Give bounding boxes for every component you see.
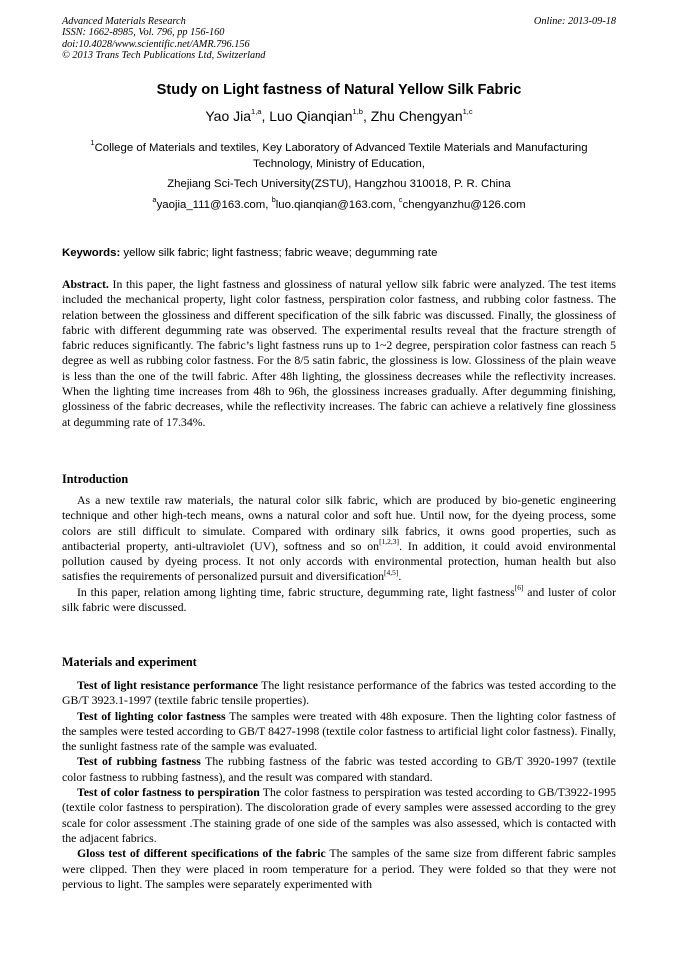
copyright-line: © 2013 Trans Tech Publications Ltd, Switzerland xyxy=(62,49,266,61)
affiliation-text: College of Materials and textiles, Key Laboratory of Advanced Textile Materials and Manufacturing Technology, Ministry of Education, xyxy=(94,142,588,170)
materials-heading: Materials and experiment xyxy=(62,655,197,669)
affiliation-line-2: Zhejiang Sci-Tech University(ZSTU), Hangzhou 310018, P. R. China xyxy=(167,178,511,190)
paragraph-lead: Gloss test of different specifications of the fabric xyxy=(77,846,326,861)
email-link[interactable]: yaojia_111@163.com xyxy=(156,199,266,211)
paragraph-lead: Test of rubbing fastness xyxy=(77,754,201,769)
citation-ref: [4,5] xyxy=(384,567,399,577)
intro-text: As a new textile raw materials, the natural color silk fabric, which are produced by bio-genetic engineering technique and other high-tech means, owns a natural color and soft hue. Until now, for the dyeing process, some colors are still difficult to simulate. Compared with ordinary silk fabrics, it owns good properties, such as antibacterial property, anti-ultraviolet (UV), softness and so on xyxy=(62,493,616,553)
author-separator: , xyxy=(261,108,270,124)
intro-text: . xyxy=(398,569,402,584)
introduction-body xyxy=(62,493,616,615)
materials-paragraph xyxy=(62,678,616,709)
journal-name: Advanced Materials Research xyxy=(62,16,186,27)
materials-paragraph xyxy=(62,754,616,785)
author-name: Zhu Chengyan xyxy=(370,108,463,124)
intro-text: and luster of color silk fabric were discussed. xyxy=(62,584,616,615)
abstract xyxy=(62,277,616,430)
author-list xyxy=(0,108,678,124)
paragraph-text: The rubbing fastness of the fabric was tested according to GB/T 3920-1997 (textile color fastness to rubbing fastness), and the result was compared with standard. xyxy=(62,754,616,784)
author-sup: 1,a xyxy=(251,107,262,117)
author-separator: , xyxy=(362,108,371,124)
paragraph-text: The samples of the same size from different fabric samples were clipped. Then they were placed in room temperature for a period. They were folded so that they were not pervious to light. The samples were separately experimented with xyxy=(62,846,616,891)
online-date: Online: 2013-09-18 xyxy=(533,16,616,27)
keywords-label: Keywords: xyxy=(62,247,121,259)
introduction-heading: Introduction xyxy=(62,472,129,486)
author-name: Yao Jia xyxy=(205,108,252,124)
email-sup: a xyxy=(152,195,157,205)
intro-text: In this paper, relation among lighting time, fabric structure, degumming rate, light fastness xyxy=(77,584,515,599)
citation-ref: [6] xyxy=(514,582,524,592)
paragraph-text: The samples were treated with 48h exposure. Then the lighting color fastness of the samples were tested according to GB/T 8427-1998 (textile color fastness to artificial light color fastness). Finally, the sunlight fastness rate of the sample was evaluated. xyxy=(62,708,616,754)
journal-header xyxy=(62,16,265,61)
affiliation-sup: 1 xyxy=(90,138,95,148)
author-name: Luo Qianqian xyxy=(269,108,353,124)
doi-line: doi:10.4028/www.scientific.net/AMR.796.156 xyxy=(62,38,250,50)
intro-paragraph-1 xyxy=(62,493,616,585)
materials-body xyxy=(62,678,616,892)
author-sup: 1,b xyxy=(352,107,363,117)
paragraph-lead: Test of color fastness to perspiration xyxy=(77,785,260,800)
paragraph-lead: Test of light resistance performance xyxy=(77,678,259,692)
paper-title: Study on Light fastness of Natural Yellow Silk Fabric xyxy=(156,82,522,98)
paragraph-lead: Test of lighting color fastness xyxy=(77,708,226,723)
paragraph-text: The light resistance performance of the fabrics was tested according to the GB/T 3923.1-1997 (textile fabric tensile properties). xyxy=(62,678,616,708)
email-sup: b xyxy=(271,195,276,205)
keywords xyxy=(62,247,616,259)
affiliation-line-1 xyxy=(62,138,616,173)
abstract-text: In this paper, the light fastness and glossiness of natural yellow silk fabric were analyzed. The test items included the mechanical property, light color fastness, perspiration color fastness, and rubbing color fastness. The relation between the glossiness and different specification of the silk fabric was discussed. Finally, the glossiness of fabric with different degumming rate was observed. The experimental results reveal that the fracture strength of fabric reduces significantly. The fabric’s light fastness runs up to 1~2 degree, perspiration color fastness can reach 5 degree as well as rubbing color fastness. For the 8/5 satin fabric, the glossiness is low. Glossiness of the plain weave is less than the one of the twill fabric. After 48h lighting, the glossiness decreases while the reflectivity increases. When the lighting time increases from 48h to 96h, the glossiness increases gradually. After degumming finishing, glossiness of the fabric decreases, while the reflectivity increases. The fabric can achieve a relatively fine glossiness at degumming rate of 17.34%. xyxy=(62,277,616,429)
author-sup: 1,c xyxy=(462,107,473,117)
email-sup: c xyxy=(398,195,403,205)
issn-line: ISSN: 1662-8985, Vol. 796, pp 156-160 xyxy=(62,27,225,39)
author-emails: $^a$yaojia_111@163.com, $^b$luo.qianqian@163.com, $^c$chengyanzhu@126.com xyxy=(152,195,526,211)
materials-paragraph xyxy=(62,846,616,892)
email-link[interactable]: luo.qianqian@163.com xyxy=(275,199,393,211)
intro-paragraph-2 xyxy=(62,582,616,616)
intro-text: . In addition, it could avoid environmental pollution caused by dyeing process. It not only accords with environmental protection, human health but also satisfies the requirements of personalized pursuit and diversification xyxy=(62,538,616,584)
paragraph-text: The color fastness to perspiration was tested according to GB/T3922-1995 (textile color fastness to perspiration). The discoloration grade of every samples were assessed according to the grey scale for color assessment .The staining grade of one side of the samples was also assessed, which is contacted with the adjacent fabrics. xyxy=(62,785,616,845)
citation-ref: [1,2,3] xyxy=(379,536,400,546)
keywords-text: yellow silk fabric; light fastness; fabric weave; degumming rate xyxy=(120,247,438,259)
email-link[interactable]: chengyanzhu@126.com xyxy=(402,199,526,211)
materials-paragraph xyxy=(62,785,616,846)
abstract-label: Abstract. xyxy=(62,277,109,291)
materials-paragraph xyxy=(62,709,616,755)
